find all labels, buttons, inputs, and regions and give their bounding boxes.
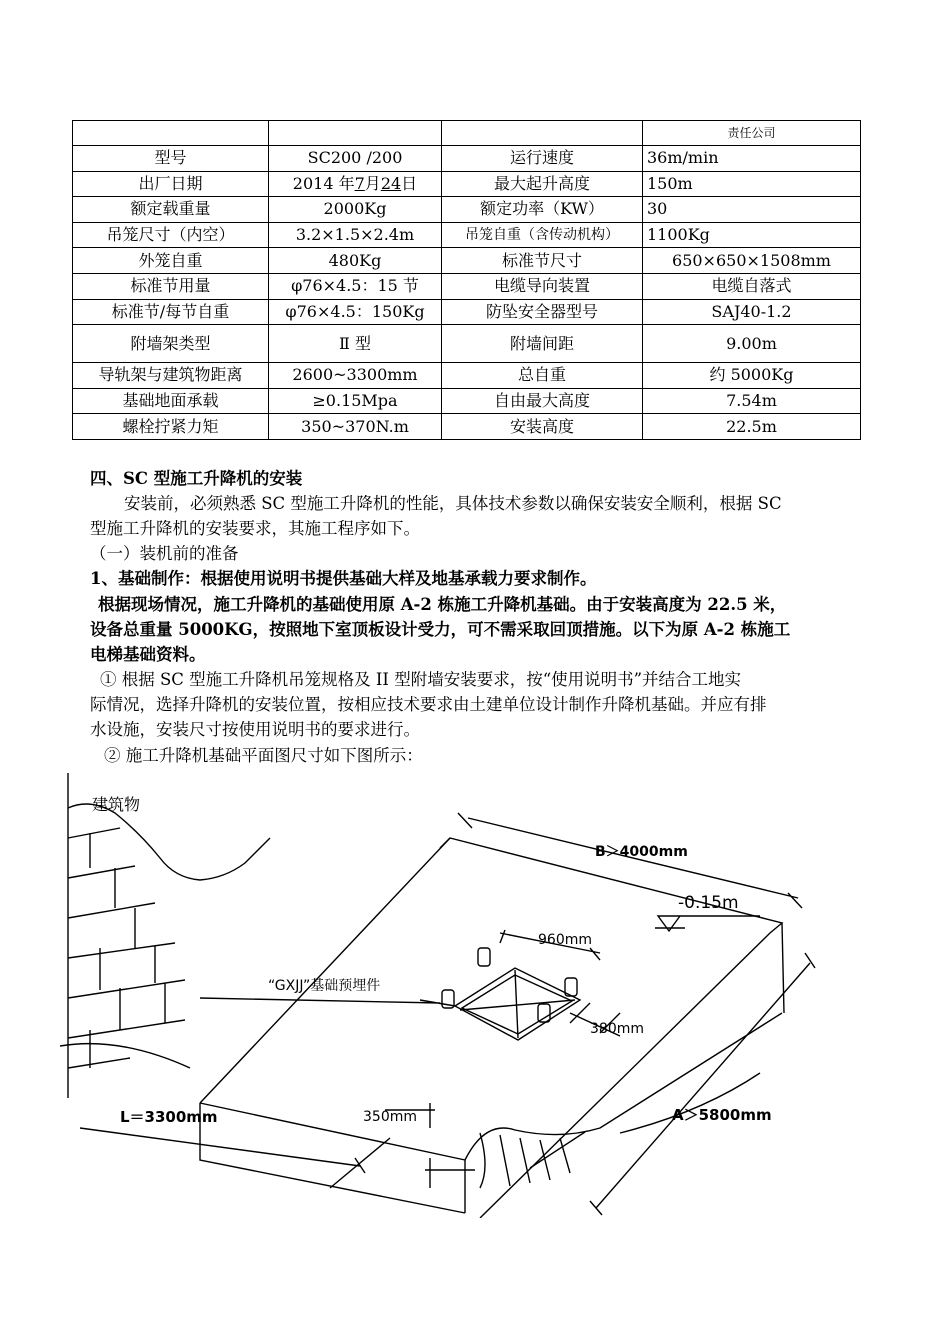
table-cell: 标准节用量 bbox=[73, 273, 269, 299]
table-cell: 2000Kg bbox=[269, 197, 442, 223]
table-cell: 防坠安全器型号 bbox=[442, 299, 643, 325]
subheading-preparation: （一）装机前的准备 bbox=[90, 544, 239, 563]
dimension-a bbox=[590, 953, 815, 1215]
table-cell: 额定载重量 bbox=[73, 197, 269, 223]
embedded-leader bbox=[200, 998, 455, 1006]
dimension-l bbox=[80, 1128, 365, 1173]
table-cell: 附墙间距 bbox=[442, 325, 643, 363]
table-cell: 150m bbox=[643, 171, 861, 197]
para1-line-1: ① 根据 SC 型施工升降机吊笼规格及 II 型附墙安装要求，按“使用说明书”并结合工地实 bbox=[100, 670, 742, 689]
para2: ② 施工升降机基础平面图尺寸如下图所示： bbox=[104, 746, 423, 765]
bold-line-3: 电梯基础资料。 bbox=[90, 645, 206, 664]
table-row bbox=[73, 222, 861, 248]
label-embedded: “GXJJ”基础预埋件 bbox=[268, 978, 381, 994]
level-symbol bbox=[655, 916, 760, 931]
table-cell: 3.2×1.5×2.4m bbox=[269, 222, 442, 248]
table-cell: 1100Kg bbox=[643, 222, 861, 248]
table-cell: 电缆自落式 bbox=[643, 273, 861, 299]
table-row bbox=[73, 363, 861, 389]
label-building: 建筑物 bbox=[92, 795, 141, 814]
table-cell: 480Kg bbox=[269, 248, 442, 274]
table-cell: φ76×4.5：15 节 bbox=[269, 273, 442, 299]
table-cell: 导轨架与建筑物距离 bbox=[73, 363, 269, 389]
table-row bbox=[73, 388, 861, 414]
parameter-table bbox=[72, 120, 861, 440]
frame-post bbox=[478, 948, 490, 966]
table-row bbox=[73, 248, 861, 274]
table-row bbox=[73, 414, 861, 440]
table-cell: 电缆导向装置 bbox=[442, 273, 643, 299]
table-cell: 标准节/每节自重 bbox=[73, 299, 269, 325]
table-cell: 螺栓拧紧力矩 bbox=[73, 414, 269, 440]
table-cell: 出厂日期 bbox=[73, 171, 269, 197]
table-cell: 2600~3300mm bbox=[269, 363, 442, 389]
table-cell: 标准节尺寸 bbox=[442, 248, 643, 274]
table-cell: SC200 /200 bbox=[269, 146, 442, 172]
frame-post bbox=[538, 1004, 550, 1022]
slab-front-face bbox=[200, 1103, 465, 1213]
table-cell: 650×650×1508mm bbox=[643, 248, 861, 274]
table-cell: 安装高度 bbox=[442, 414, 643, 440]
para1-line-2: 际情况，选择升降机的安装位置，按相应技术要求由土建单位设计制作升降机基础。并应有排 bbox=[90, 695, 767, 714]
bold-line-2: 设备总重量 5000KG，按照地下室顶板设计受力，可不需采取回顶措施。以下为原 A-2 栋施工 bbox=[90, 620, 791, 639]
table-cell: ≥0.15Mpa bbox=[269, 388, 442, 414]
table-cell: 额定功率（KW） bbox=[442, 197, 643, 223]
label-b: B＞4000mm bbox=[595, 844, 688, 860]
ground-line-right bbox=[620, 1073, 760, 1133]
dimension-b bbox=[458, 813, 802, 908]
ground-line-left bbox=[60, 1044, 190, 1068]
table-cell: 外笼自重 bbox=[73, 248, 269, 274]
label-a: A＞5800mm bbox=[672, 1106, 772, 1124]
table-row bbox=[73, 197, 861, 223]
table-cell: 基础地面承载 bbox=[73, 388, 269, 414]
table-cell: 最大起升高度 bbox=[442, 171, 643, 197]
label-l: L＝3300mm bbox=[120, 1108, 218, 1126]
intro-line-1: 安装前，必须熟悉 SC 型施工升降机的性能，具体技术参数以确保安装安全顺利，根据 SC bbox=[124, 494, 782, 513]
table-cell: 30 bbox=[643, 197, 861, 223]
label-960: 960mm bbox=[538, 932, 592, 948]
table-row bbox=[73, 146, 861, 172]
brick-lines bbox=[68, 828, 185, 1068]
table-row bbox=[73, 273, 861, 299]
table-cell: 附墙架类型 bbox=[73, 325, 269, 363]
table-cell: φ76×4.5：150Kg bbox=[269, 299, 442, 325]
table-row bbox=[73, 121, 861, 146]
table-cell: 36m/min bbox=[643, 146, 861, 172]
slab-right-edge bbox=[782, 923, 784, 1013]
table-cell: 7.54m bbox=[643, 388, 861, 414]
label-380: 380mm bbox=[590, 1021, 644, 1037]
table-cell: 吊笼自重（含传动机构） bbox=[442, 222, 643, 248]
table-cell: 型号 bbox=[73, 146, 269, 172]
table-cell: SAJ40-1.2 bbox=[643, 299, 861, 325]
company-note: 责任公司 bbox=[643, 121, 861, 146]
table-cell: 运行速度 bbox=[442, 146, 643, 172]
section-heading: 四、SC 型施工升降机的安装 bbox=[90, 469, 303, 488]
table-cell: 22.5m bbox=[643, 414, 861, 440]
bold-line-1: 根据现场情况，施工升降机的基础使用原 A-2 栋施工升降机基础。由于安装高度为 22.5 米， bbox=[98, 595, 787, 614]
table-cell: 约 5000Kg bbox=[643, 363, 861, 389]
table-cell: 自由最大高度 bbox=[442, 388, 643, 414]
para1-line-3: 水设施，安装尺寸按使用说明书的要求进行。 bbox=[90, 720, 420, 739]
table-cell: 9.00m bbox=[643, 325, 861, 363]
table-cell: 2014 年7月24日 bbox=[269, 171, 442, 197]
table-row bbox=[73, 325, 861, 363]
label-level: -0.15m bbox=[678, 893, 739, 913]
table-cell: 350~370N.m bbox=[269, 414, 442, 440]
label-thickness: 350mm bbox=[363, 1109, 417, 1125]
intro-line-2: 型施工升降机的安装要求，其施工程序如下。 bbox=[90, 519, 420, 538]
foundation-diagram bbox=[60, 768, 860, 1218]
building-outline bbox=[68, 804, 270, 880]
table-cell: 总自重 bbox=[442, 363, 643, 389]
table-cell: 吊笼尺寸（内空） bbox=[73, 222, 269, 248]
item-foundation: 1、基础制作：根据使用说明书提供基础大样及地基承载力要求制作。 bbox=[90, 569, 597, 588]
table-row bbox=[73, 299, 861, 325]
table-row bbox=[73, 171, 861, 197]
table-cell: Ⅱ 型 bbox=[269, 325, 442, 363]
slab-section-hatch bbox=[480, 1132, 585, 1188]
